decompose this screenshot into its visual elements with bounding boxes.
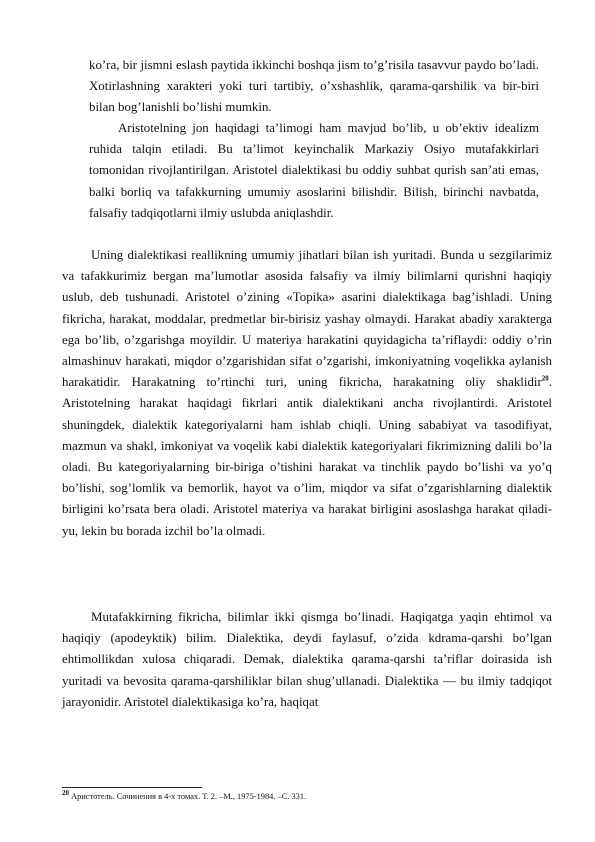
paragraph-knowledge (62, 607, 552, 713)
footnote-text: Аристотель. Сочинения в 4-х томах. Т. 2. –М., 1975-1984. –С. 331. (69, 792, 307, 801)
paragraph-text: Mutafakkirning fikricha, bilimlar ikki qismga bo’linadi. Haqiqatga yaqin ehtimol va haqiqiy (apodeyktik) bilim. Dialektika, deydi faylasuf, o’zida kdrama-qarshi bo’lgan ehtimollikdan xulosa chiqaradi. Demak, dialektika qarama-qarshi ta’riflar doirasida ish yuritadi va bevosita qarama-qarshiliklar bilan shug’ullanadi. Dialektika — bu ilmiy tadqiqot jarayonidir. Aristotel dialektikasiga ko’ra, haqiqat (62, 610, 552, 709)
paragraph-text: ko’ra, bir jismni eslash paytida ikkinchi boshqa jism to’g’risila tasavvur paydo bo’ladi. Xotirlashning xarakteri yoki turi tartibiy, o’xshashlik, qarama-qarshilik va bir-biri bilan bog’lanishli bo’lishi mumkin. (89, 58, 539, 115)
paragraph-text: Aristotelning jon haqidagi ta’limogi ham mavjud bo’lib, u ob’ektiv idealizm ruhida talqin etiladi. Bu ta’limot keyinchalik Markaziy Osiyo mutafakkirlari tomonidan rivojlantirilgan. Aristotel dialektikasi bu oddiy suhbat qurish san’ati emas, balki borliq va tafakkurning umumiy asoslarini bilishdir. Bilish, birinchi navbatda, falsafiy tadqiqotlarni ilmiy uslubda aniqlashdir. (89, 121, 539, 220)
paragraph-text-start: Uning dialektikasi reallikning umumiy jihatlari bilan ish yuritadi. Bunda u sezgilarimiz va tafakkurimiz bergan ma’lumotlar asosida falsafiy va ilmiy bilimlarni qurishni haqiqiy uslub, deb tushunadi. Aristotel o’zining «Topika» asarini dialektikaga bag’ishladi. Uning fikricha, harakat, moddalar, predmetlar bir-birisiz yashay olmaydi. Harakat abadiy xarakterga ega bo’lib, o’zgarishga moyildir. U materiya harakatini quyidagicha ta’riflaydi: oddiy o’rin almashinuv harakati, miqdor o’zgarishidan sifat o’zgarishi, imkoniyatning voqelikka aylanish harakatidir. Harakatning to’rtinchi turi, uning fikricha, harakatning oliy shaklidir (62, 248, 552, 390)
footnote (62, 791, 552, 802)
footnote-number: 20 (62, 789, 69, 798)
paragraph-text-end: . Aristotelning harakat haqidagi fikrlari antik dialektikani ancha rivojlantirdi. Aristotel shuningdek, dialektik kategoriyalarni ham ishlab chiqli. Uning sababiyat va tasodifiyat, mazmun va shakl, imkoniyat va voqelik kabi dialektik kategoriyalari fikrimizning dalili bo’la oladi. Bu kategoriyalarning bir-biriga o’tishini harakat va tinchlik paydo bo’lishi va yo’q bo’lishi, sog’lomlik va bemorlik, hayot va o’lim, miqdor va sifat o’zgarishlarning dialektik birligini ko’rsata bera oladi. Aristotel materiya va harakat birligini asoslashga harakat qiladi-yu, lekin bu borada izchil bo’la olmadi. (62, 375, 552, 538)
paragraph-memory (89, 55, 539, 119)
paragraph-dialectics (62, 245, 552, 542)
footnote-reference[interactable]: 20 (541, 374, 549, 383)
paragraph-text (62, 245, 552, 542)
paragraph-soul-teaching (89, 118, 539, 224)
footnote-divider (62, 787, 202, 788)
